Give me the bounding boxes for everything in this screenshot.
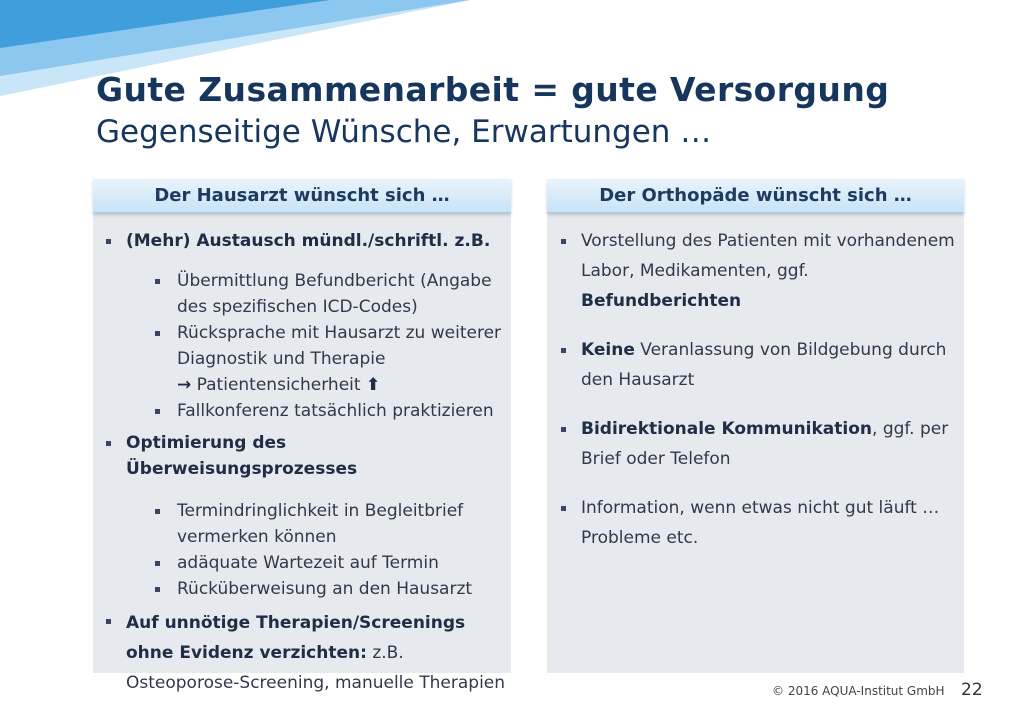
slide-title: Gute Zusammenarbeit = gute Versorgung [96, 70, 890, 109]
list-item: Übermittlung Befundbericht (Angabe des spezifischen ICD-Codes) [93, 268, 511, 320]
list-item: Optimierung des Überweisungsprozesses [93, 430, 511, 482]
arrow-right-icon: → [177, 375, 192, 395]
orthopaede-panel-header: Der Orthopäde wünscht sich … [547, 179, 964, 213]
list-item: Rücksprache mit Hausarzt zu weiterer Diagnostik und Therapie → Patientensicherheit ⬆ [93, 320, 511, 398]
arrow-up-icon: ⬆ [365, 375, 381, 395]
list-item: Keine Veranlassung von Bildgebung durch den Hausarzt [547, 335, 964, 395]
hausarzt-panel-header: Der Hausarzt wünscht sich … [93, 179, 511, 213]
list-item: Bidirektionale Kommunikation, ggf. per Brief oder Telefon [547, 414, 964, 474]
list-item: Fallkonferenz tatsächlich praktizieren [93, 398, 511, 424]
list-item: Auf unnötige Therapien/Screenings ohne Evidenz verzichten: z.B. Osteoporose-Screening, manuelle Therapien [93, 608, 511, 698]
page-number: 22 [961, 680, 983, 700]
orthopaede-list [547, 226, 964, 553]
hausarzt-list [93, 228, 511, 698]
slide-subtitle: Gegenseitige Wünsche, Erwartungen … [96, 114, 712, 150]
copyright-notice: © 2016 AQUA-Institut GmbH [772, 684, 945, 698]
hausarzt-panel [93, 179, 511, 693]
orthopaede-panel [547, 179, 964, 673]
list-item: Vorstellung des Patienten mit vorhandenem Labor, Medikamenten, ggf. Befundberichten [547, 226, 964, 316]
list-item: Termindringlichkeit in Begleitbrief vermerken können [93, 498, 511, 550]
list-item: Rücküberweisung an den Hausarzt [93, 576, 511, 602]
list-item: Information, wenn etwas nicht gut läuft … Probleme etc. [547, 493, 964, 553]
list-item: (Mehr) Austausch mündl./schriftl. z.B. [93, 228, 511, 254]
list-item: adäquate Wartezeit auf Termin [93, 550, 511, 576]
